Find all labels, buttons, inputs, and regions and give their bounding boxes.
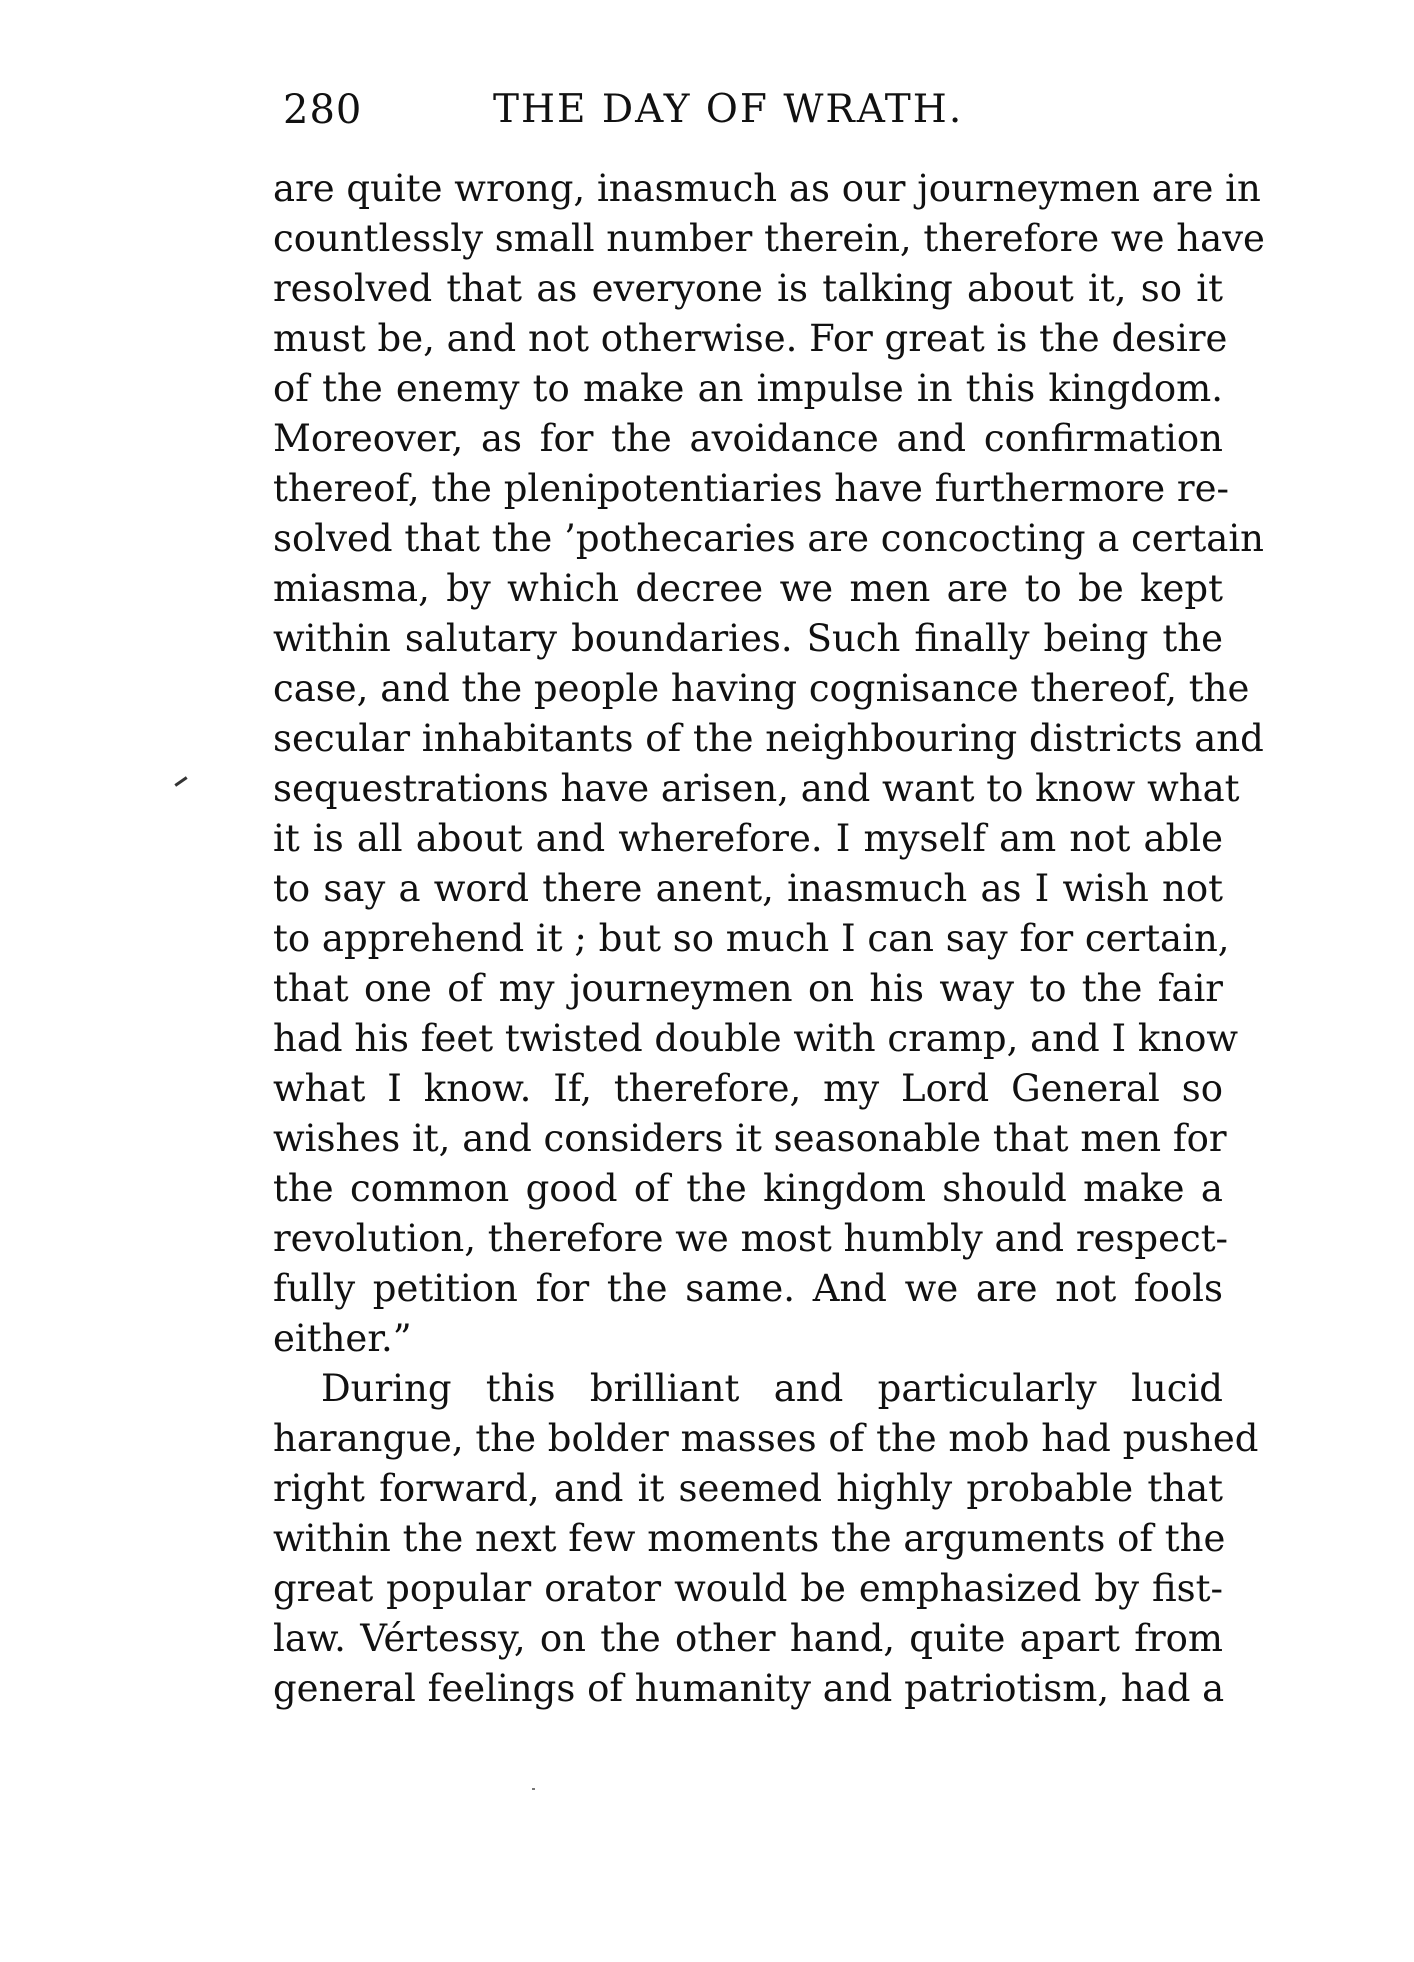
running-head (283, 80, 1223, 140)
text-line: what I know. If, therefore, my Lord General so (273, 1067, 1223, 1110)
body-text (273, 164, 1265, 1714)
text-line: resolved that as everyone is talking about it, so it (273, 267, 1223, 310)
paper-speck (532, 1788, 535, 1790)
text-line: fully petition for the same. And we are not fools (273, 1267, 1223, 1310)
text-line: that one of my journeymen on his way to the fair (273, 967, 1223, 1010)
text-line: Moreover, as for the avoidance and confirmation (273, 417, 1223, 460)
text-line: within salutary boundaries. Such finally being the (273, 617, 1223, 660)
running-title: THE DAY OF WRATH. (493, 87, 964, 132)
text-line: general feelings of humanity and patriotism, had a (273, 1667, 1225, 1710)
text-line: sequestrations have arisen, and want to know what (273, 767, 1240, 810)
text-line: case, and the people having cognisance thereof, the (273, 667, 1250, 710)
text-line: secular inhabitants of the neighbouring districts and (273, 717, 1264, 760)
text-line: miasma, by which decree we men are to be kept (273, 567, 1223, 610)
text-line: either.” (273, 1317, 412, 1360)
text-line: great popular orator would be emphasized by fist- (273, 1567, 1223, 1610)
text-line: had his feet twisted double with cramp, and I know (273, 1017, 1239, 1060)
text-line: of the enemy to make an impulse in this kingdom. (273, 367, 1223, 410)
text-line: it is all about and wherefore. I myself am not able (273, 817, 1223, 860)
text-line: thereof, the plenipotentiaries have furthermore re- (273, 467, 1230, 510)
text-line: to say a word there anent, inasmuch as I wish not (273, 867, 1223, 910)
paragraph-2 (273, 1364, 1259, 1714)
text-line: must be, and not otherwise. For great is the desire (273, 317, 1228, 360)
text-line: law. Vértessy, on the other hand, quite apart from (273, 1617, 1223, 1660)
text-line: During this brilliant and particularly lucid (321, 1367, 1223, 1410)
page-number: 280 (283, 87, 363, 133)
text-line: right forward, and it seemed highly probable that (273, 1467, 1223, 1510)
text-line: countlessly small number therein, therefore we have (273, 217, 1265, 260)
text-line: the common good of the kingdom should make a (273, 1167, 1223, 1210)
text-line: revolution, therefore we most humbly and respect- (273, 1217, 1229, 1260)
paragraph-1 (273, 164, 1265, 1364)
text-line: are quite wrong, inasmuch as our journeymen are in (273, 167, 1261, 210)
text-line: wishes it, and considers it seasonable that men for (273, 1117, 1227, 1160)
margin-pencil-mark (174, 776, 187, 786)
text-line: solved that the ’pothecaries are concocting a certain (273, 517, 1264, 560)
text-line: within the next few moments the arguments of the (273, 1517, 1226, 1560)
text-line: to apprehend it ; but so much I can say for certain, (273, 917, 1230, 960)
text-line: harangue, the bolder masses of the mob had pushed (273, 1417, 1259, 1460)
